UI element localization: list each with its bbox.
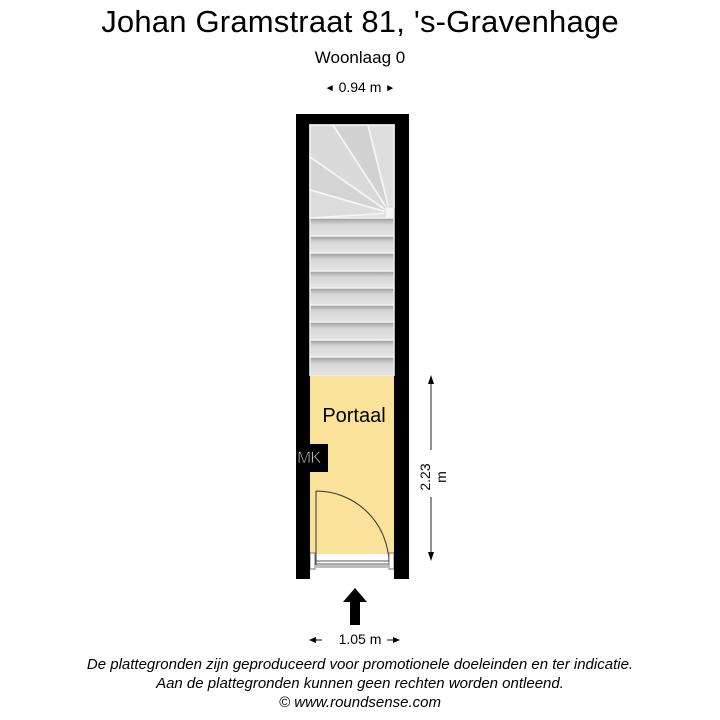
arrow-right-icon: ►	[385, 83, 396, 94]
arrow-left-icon: ◄	[324, 83, 335, 94]
room-label-mk: MK	[297, 448, 321, 467]
straight-steps	[310, 218, 394, 376]
staircase	[310, 125, 394, 376]
floor-label: Woonlaag 0	[314, 48, 406, 67]
copyright-link[interactable]: © www.roundsense.com	[279, 694, 441, 711]
bottom-width-dimension: 1.05 m	[338, 631, 382, 647]
entrance-arrow-icon	[343, 588, 367, 625]
page-title: Johan Gramstraat 81, 's-Gravenhage	[101, 4, 619, 39]
right-height-dimension: 2.23 m	[417, 457, 449, 497]
disclaimer-line-2: Aan de plattegronden kunnen geen rechten worden ontleend.	[156, 675, 564, 692]
winder-steps	[310, 125, 394, 218]
room-label-portaal: Portaal	[322, 405, 386, 427]
top-width-value: 0.94 m	[338, 79, 382, 95]
disclaimer-line-1: De plattegronden zijn geproduceerd voor promotionele doeleinden en ter indicatie.	[86, 656, 634, 673]
disclaimer-footer	[0, 655, 720, 712]
